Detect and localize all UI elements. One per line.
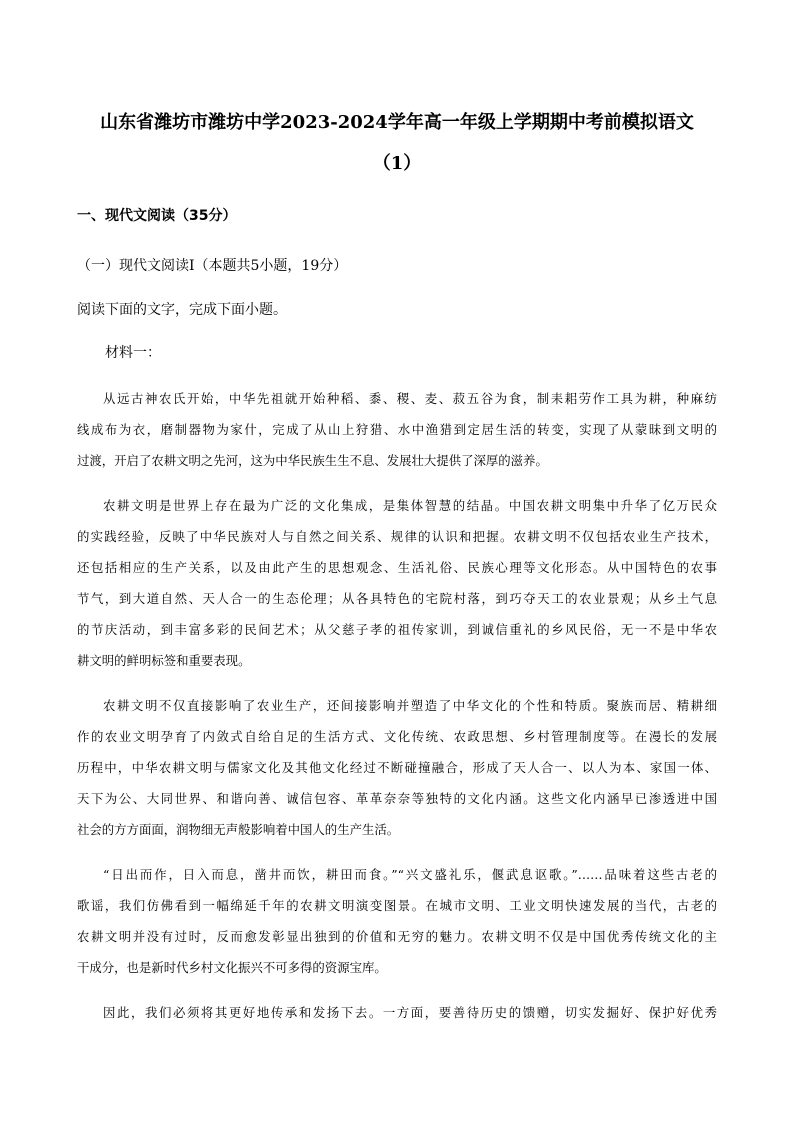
document-title-line1: 山东省潍坊市潍坊中学2023-2024学年高一年级上学期期中考前模拟语文 xyxy=(100,112,694,133)
paragraph-line: 因此，我们必须将其更好地传承和发扬下去。一方面，要善待历史的馈赠，切实发掘好、保护好优秀 xyxy=(103,1005,717,1020)
paragraph-2 xyxy=(77,490,717,676)
section-heading: 一、现代文阅读（35分） xyxy=(77,208,237,224)
paragraph-1 xyxy=(77,383,717,476)
paragraph-line: 线成布为衣，磨制器物为家什，完成了从山上狩猎、水中渔猎到定居生活的转变，实现了从蒙昧到文明的 xyxy=(77,422,717,437)
paragraph-line: 干成分，也是新时代乡村文化振兴不可多得的资源宝库。 xyxy=(77,960,387,975)
paragraph-5 xyxy=(77,997,717,1028)
paragraph-line: 的实践经验，反映了中华民族对人与自然之间关系、规律的认识和把握。农耕文明不仅包括农业生产技术， xyxy=(77,529,717,544)
paragraph-line: 天下为公、大同世界、和谐向善、诚信包容、革革奈奈等独特的文化内涵。这些文化内涵早已渗透进中国 xyxy=(77,791,717,806)
paragraph-3 xyxy=(77,690,717,845)
paragraph-line: 过渡，开启了农耕文明之先河，这为中华民族生生不息、发展壮大提供了深厚的滋养。 xyxy=(77,453,548,468)
paragraph-4 xyxy=(77,859,717,983)
sub-heading: （一）现代文阅读Ⅰ（本题共5小题，19分） xyxy=(77,258,348,274)
material-label: 材料一： xyxy=(105,345,161,361)
paragraph-line: 歌谣，我们仿佛看到一幅绵延千年的农耕文明演变图景。在城市文明、工业文明快速发展的当代，古老的 xyxy=(77,898,717,913)
document-title-line2: （1） xyxy=(372,153,422,174)
paragraph-line: 从远古神农氏开始，中华先祖就开始种稻、黍、稷、麦、菽五谷为食，制耒耜劳作工具为耕，种麻纺 xyxy=(103,391,717,406)
paragraph-line: 农耕文明并没有过时，反而愈发彰显出独到的价值和无穷的魅力。农耕文明不仅是中国优秀传统文化的主 xyxy=(77,929,717,944)
paragraph-line: 农耕文明不仅直接影响了农业生产，还间接影响并塑造了中华文化的个性和特质。聚族而居、精耕细 xyxy=(103,698,717,713)
paragraph-line: “日出而作，日入而息，凿井而饮，耕田而食。”“兴文盛礼乐，偃武息讴歌。”……品味着这些古老的 xyxy=(103,867,717,882)
paragraph-line: 耕文明的鲜明标签和重要表现。 xyxy=(77,653,251,668)
paragraph-line: 还包括相应的生产关系，以及由此产生的思想观念、生活礼俗、民族心理等文化形态。从中国特色的农事 xyxy=(77,560,717,575)
paragraph-line: 社会的方方面面，润物细无声般影响着中国人的生产生活。 xyxy=(77,822,400,837)
paragraph-line: 的节庆活动，到丰富多彩的民间艺术；从父慈子孝的祖传家训，到诚信重礼的乡风民俗，无一不是中华农 xyxy=(77,622,717,637)
paragraph-line: 节气，到大道自然、天人合一的生态伦理；从各具特色的宅院村落，到巧夺天工的农业景观；从乡土气息 xyxy=(77,591,717,606)
reading-instruction: 阅读下面的文字，完成下面小题。 xyxy=(77,302,287,318)
paragraph-line: 作的农业文明孕育了内敛式自给自足的生活方式、文化传统、农政思想、乡村管理制度等。在漫长的发展 xyxy=(77,729,717,744)
paragraph-line: 农耕文明是世界上存在最为广泛的文化集成，是集体智慧的结晶。中国农耕文明集中升华了亿万民众 xyxy=(103,498,717,513)
paragraph-line: 历程中，中华农耕文明与儒家文化及其他文化经过不断碰撞融合，形成了天人合一、以人为本、家国一体、 xyxy=(77,760,717,775)
